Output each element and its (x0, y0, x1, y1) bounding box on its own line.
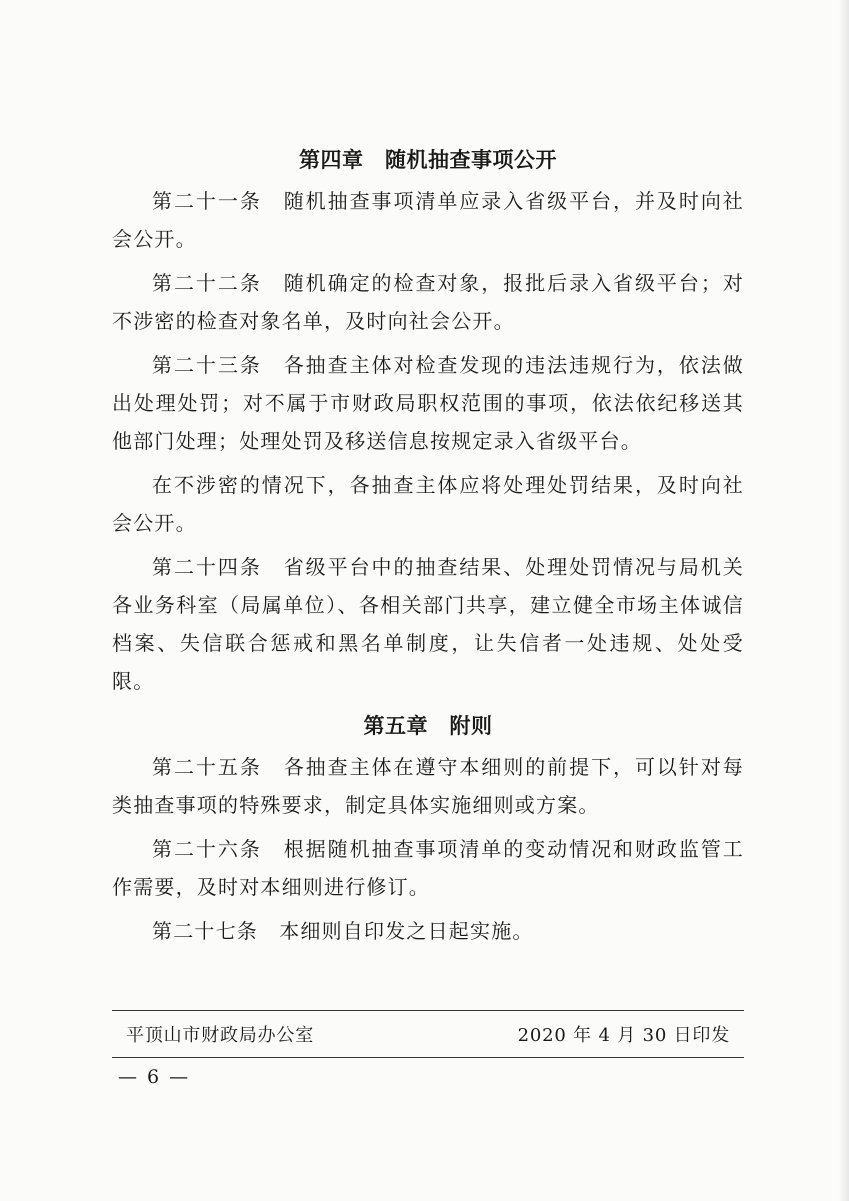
footer-row (112, 1011, 744, 1057)
article-24: 第二十四条 省级平台中的抽查结果、处理处罚情况与局机关各业务科室（局属单位）、各相关部门共享，建立健全市场主体诚信档案、失信联合惩戒和黑名单制度，让失信者一处违规、处处受限。 (112, 555, 744, 693)
article-23-supplement: 在不涉密的情况下，各抽查主体应将处理处罚结果，及时向社会公开。 (112, 473, 744, 535)
article-22: 第二十二条 随机确定的检查对象，报批后录入省级平台；对不涉密的检查对象名单，及时向社会公开。 (112, 271, 744, 333)
article-27: 第二十七条 本细则自印发之日起实施。 (152, 919, 534, 943)
issue-date: 2020 年 4 月 30 日印发 (517, 1025, 730, 1046)
footer-bottom-rule (112, 1057, 744, 1058)
document-body (112, 140, 744, 956)
chapter-4-heading: 第四章 随机抽查事项公开 (299, 148, 557, 172)
chapter-5-heading: 第五章 附则 (363, 714, 493, 738)
issuance-footer (112, 1010, 744, 1058)
article-25: 第二十五条 各抽查主体在遵守本细则的前提下，可以针对每类抽查事项的特殊要求，制定具体实施细则或方案。 (112, 755, 744, 817)
article-21: 第二十一条 随机抽查事项清单应录入省级平台，并及时向社会公开。 (112, 189, 744, 251)
issuer-name: 平顶山市财政局办公室 (126, 1025, 314, 1046)
article-26: 第二十六条 根据随机抽查事项清单的变动情况和财政监管工作需要，及时对本细则进行修订。 (112, 837, 744, 899)
page-number: — 6 — (118, 1066, 191, 1088)
page-edge-shadow (839, 0, 849, 1201)
article-23: 第二十三条 各抽查主体对检查发现的违法违规行为，依法做出处理处罚；对不属于市财政局职权范围的事项，依法依纪移送其他部门处理；处理处罚及移送信息按规定录入省级平台。 (112, 353, 744, 453)
